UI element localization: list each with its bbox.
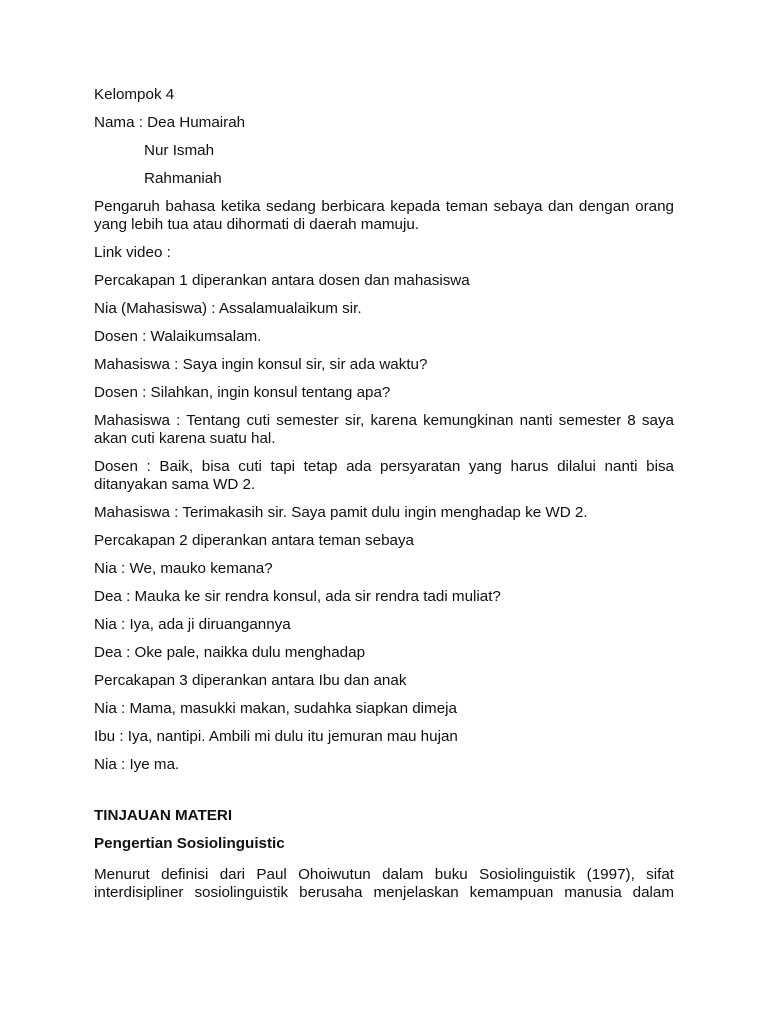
dialogue-line: Dea : Oke pale, naikka dulu menghadap (94, 644, 366, 661)
dialogue-line: Nia : Mama, masukki makan, sudahka siapkan dimeja (94, 700, 457, 717)
dialogue-line: Dosen : Baik, bisa cuti tapi tetap ada persyaratan yang harus dilalui nanti bisa ditanyakan sama WD 2. (94, 458, 674, 493)
conversation-3-title: Percakapan 3 diperankan antara Ibu dan anak (94, 672, 407, 689)
dialogue-line: Nia (Mahasiswa) : Assalamualaikum sir. (94, 300, 362, 317)
link-video-label: Link video : (94, 244, 171, 261)
section-paragraph: Menurut definisi dari Paul Ohoiwutun dalam buku Sosiolinguistik (1997), sifat interdisipliner sosiolinguistik berusaha menjelaskan kemampuan manusia dalam (94, 866, 674, 901)
dialogue-line: Dea : Mauka ke sir rendra konsul, ada sir rendra tadi muliat? (94, 588, 501, 605)
conversation-2-title: Percakapan 2 diperankan antara teman sebaya (94, 532, 414, 549)
dialogue-line: Mahasiswa : Terimakasih sir. Saya pamit dulu ingin menghadap ke WD 2. (94, 504, 588, 521)
dialogue-line: Dosen : Walaikumsalam. (94, 328, 262, 345)
document-body (94, 86, 674, 912)
dialogue-line: Mahasiswa : Saya ingin konsul sir, sir ada waktu? (94, 356, 428, 373)
intro-paragraph: Pengaruh bahasa ketika sedang berbicara kepada teman sebaya dan dengan orang yang lebih tua atau dihormati di daerah mamuju. (94, 198, 674, 233)
member-name: Nur Ismah (144, 142, 215, 159)
section-subheading: Pengertian Sosiolinguistic (94, 835, 285, 852)
dialogue-line: Mahasiswa : Tentang cuti semester sir, karena kemungkinan nanti semester 8 saya akan cuti karena suatu hal. (94, 412, 674, 447)
conversation-1-title: Percakapan 1 diperankan antara dosen dan mahasiswa (94, 272, 470, 289)
group-label: Kelompok 4 (94, 86, 175, 103)
member-name: Rahmaniah (144, 170, 222, 187)
dialogue-line: Ibu : Iya, nantipi. Ambili mi dulu itu jemuran mau hujan (94, 728, 458, 745)
dialogue-line: Nia : Iya, ada ji diruangannya (94, 616, 291, 633)
dialogue-line: Nia : Iye ma. (94, 756, 180, 773)
name-line: Nama : Dea Humairah (94, 114, 246, 131)
dialogue-line: Dosen : Silahkan, ingin konsul tentang apa? (94, 384, 391, 401)
section-heading: TINJAUAN MATERI (94, 807, 233, 824)
dialogue-line: Nia : We, mauko kemana? (94, 560, 273, 577)
